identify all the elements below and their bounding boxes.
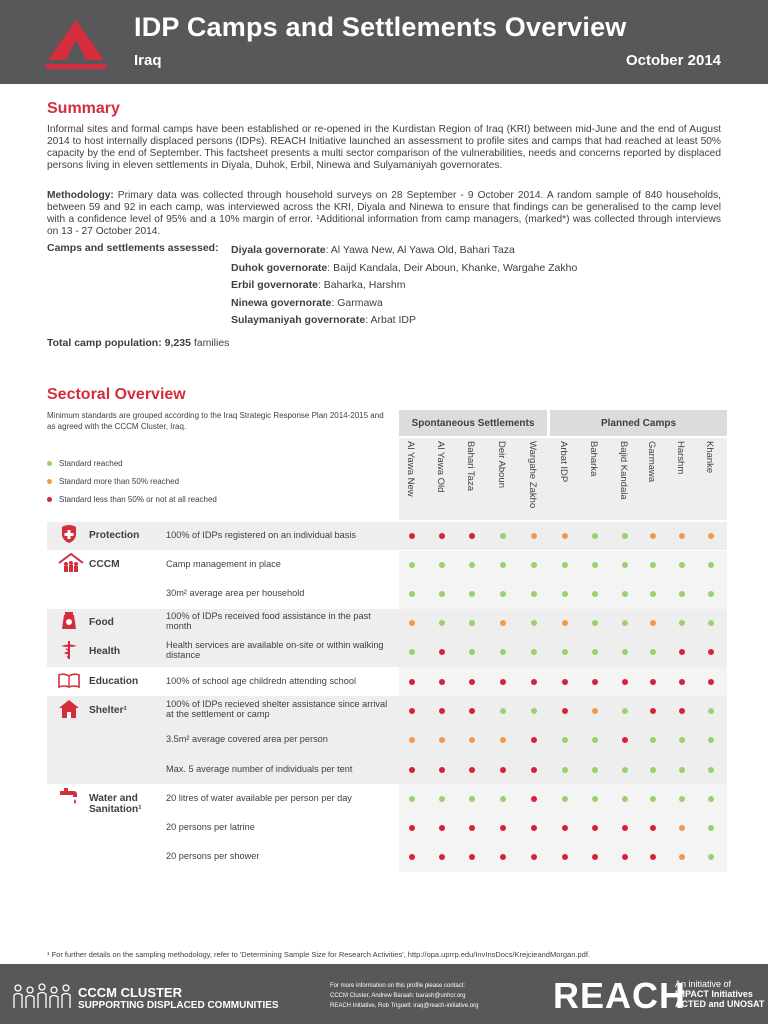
cccm-people-icon xyxy=(12,982,74,1010)
legend-item-reached xyxy=(47,454,217,472)
status-dot-partial xyxy=(650,620,656,626)
total-label: Total camp population: xyxy=(47,337,162,349)
column-header-label: Baharka xyxy=(588,441,599,477)
status-dot-partial xyxy=(650,533,656,539)
status-dot-reached xyxy=(562,796,568,802)
status-dot-reached xyxy=(439,796,445,802)
governorate-sites: : Al Yawa New, Al Yawa Old, Bahari Taza xyxy=(325,244,515,256)
camps-label: Camps and settlements assessed: xyxy=(47,242,219,254)
column-header xyxy=(457,441,487,517)
status-dot-not-reached xyxy=(679,679,685,685)
status-dot-not-reached xyxy=(500,767,506,773)
green-dot-icon xyxy=(47,461,52,466)
column-header xyxy=(638,441,668,517)
tagline-line: An initiative of xyxy=(675,979,732,989)
status-dot-not-reached xyxy=(439,854,445,860)
status-dot-not-reached xyxy=(531,825,537,831)
status-dot-not-reached xyxy=(409,767,415,773)
column-header xyxy=(519,441,549,517)
legend-label: Standard less than 50% or not at all reached xyxy=(59,494,217,504)
total-camp-population xyxy=(47,337,229,349)
status-dot-not-reached xyxy=(622,854,628,860)
status-dot-not-reached xyxy=(531,679,537,685)
status-dot-not-reached xyxy=(531,854,537,860)
camp-governorate-line xyxy=(231,312,577,330)
page-title: IDP Camps and Settlements Overview xyxy=(134,12,627,42)
status-dot-partial xyxy=(562,533,568,539)
column-header xyxy=(667,441,697,517)
indicator-label: 100% of IDPs registered on an individual basis xyxy=(166,530,356,540)
status-dot-reached xyxy=(469,649,475,655)
governorate-name: Erbil governorate xyxy=(231,279,318,291)
column-header-label: Deir Aboun xyxy=(496,441,507,489)
methodology-body: Primary data was collected through household surveys on 28 September - 9 October 2014. A random sample of 840 households, between 59 and 92 in each camp, was interviewed across the KRI, Diyala and Ninewa to ensure that findings can be generalised to the camp level with a confidence level of 95% and a 10% margin of error. ¹Additional information from camp managers, (marked*) was collected through interviews on 13 - 27 October 2014. xyxy=(47,190,721,237)
status-dot-reached xyxy=(679,767,685,773)
column-header xyxy=(696,441,726,517)
indicator-label: 20 litres of water available per person per day xyxy=(166,793,352,803)
status-dot-reached xyxy=(469,562,475,568)
column-header xyxy=(550,441,580,517)
column-header-label: Bajid Kandala xyxy=(618,441,629,500)
status-dot-reached xyxy=(500,533,506,539)
health-icon xyxy=(58,640,80,660)
status-dot-not-reached xyxy=(469,708,475,714)
legend-label: Standard reached xyxy=(59,458,123,468)
legend-item-partial xyxy=(47,472,217,490)
sectoral-heading: Sectoral Overview xyxy=(47,386,186,403)
protection-icon xyxy=(58,524,80,544)
status-dot-partial xyxy=(500,620,506,626)
page-header xyxy=(0,0,768,84)
status-dot-partial xyxy=(708,533,714,539)
status-dot-reached xyxy=(708,854,714,860)
sector-name: Protection xyxy=(89,530,140,541)
status-dot-not-reached xyxy=(622,737,628,743)
education-icon xyxy=(58,670,80,690)
status-dot-reached xyxy=(439,562,445,568)
sector-value-band xyxy=(399,551,727,609)
status-dot-not-reached xyxy=(469,679,475,685)
status-dot-not-reached xyxy=(531,737,537,743)
status-dot-reached xyxy=(409,649,415,655)
status-dot-partial xyxy=(679,854,685,860)
status-dot-not-reached xyxy=(708,679,714,685)
status-dot-reached xyxy=(409,562,415,568)
status-dot-not-reached xyxy=(650,854,656,860)
status-dot-reached xyxy=(531,620,537,626)
status-dot-reached xyxy=(622,767,628,773)
status-dot-reached xyxy=(708,620,714,626)
status-dot-not-reached xyxy=(409,825,415,831)
indicator-label: 100% of school age childredn attending school xyxy=(166,676,357,686)
status-dot-reached xyxy=(592,767,598,773)
status-dot-reached xyxy=(708,737,714,743)
methodology-label: Methodology: xyxy=(47,190,114,201)
reach-tagline xyxy=(675,979,764,1009)
governorate-sites: : Garmawa xyxy=(331,296,383,309)
status-dot-not-reached xyxy=(439,767,445,773)
status-dot-not-reached xyxy=(622,679,628,685)
camps-list xyxy=(231,242,577,330)
status-dot-reached xyxy=(650,562,656,568)
status-dot-not-reached xyxy=(439,708,445,714)
column-header xyxy=(610,441,640,517)
status-dot-partial xyxy=(500,737,506,743)
status-dot-partial xyxy=(679,533,685,539)
indicator-label: Max. 5 average number of individuals per tent xyxy=(166,764,353,774)
status-dot-reached xyxy=(622,796,628,802)
status-dot-reached xyxy=(469,591,475,597)
status-dot-not-reached xyxy=(439,649,445,655)
legend-item-not-reached xyxy=(47,490,217,508)
status-dot-partial xyxy=(409,737,415,743)
status-dot-reached xyxy=(622,708,628,714)
status-dot-not-reached xyxy=(592,679,598,685)
status-dot-reached xyxy=(650,796,656,802)
cccm-cluster-title: CCCM CLUSTER xyxy=(78,985,182,1000)
total-unit: families xyxy=(190,337,230,349)
contact-line: For more information on this profile please contact: xyxy=(330,983,466,989)
column-header-label: Arbat IDP xyxy=(558,441,569,483)
status-dot-partial xyxy=(439,737,445,743)
status-dot-reached xyxy=(650,591,656,597)
status-dot-not-reached xyxy=(531,796,537,802)
indicator-label: 3.5m² average covered area per person xyxy=(166,734,328,744)
indicator-label: 20 persons per latrine xyxy=(166,822,255,832)
shelter-icon xyxy=(58,699,80,719)
status-dot-reached xyxy=(562,737,568,743)
status-dot-not-reached xyxy=(592,825,598,831)
tagline-line: ACTED and UNOSAT xyxy=(675,999,765,1009)
status-dot-partial xyxy=(409,620,415,626)
indicator-label: 30m² average area per household xyxy=(166,588,305,598)
status-dot-reached xyxy=(708,591,714,597)
status-dot-reached xyxy=(622,649,628,655)
reach-logo: REACH xyxy=(553,975,687,1016)
legend-label: Standard more than 50% reached xyxy=(59,476,180,486)
status-dot-reached xyxy=(592,562,598,568)
camp-governorate-line xyxy=(231,277,577,295)
status-dot-reached xyxy=(531,562,537,568)
status-dot-not-reached xyxy=(469,533,475,539)
status-dot-reached xyxy=(439,620,445,626)
status-dot-reached xyxy=(562,767,568,773)
status-dot-reached xyxy=(708,825,714,831)
reach-tent-logo-icon xyxy=(44,18,108,72)
status-dot-not-reached xyxy=(469,854,475,860)
status-dot-reached xyxy=(469,796,475,802)
legend xyxy=(47,454,217,508)
total-value: 9,235 xyxy=(164,337,191,349)
status-dot-reached xyxy=(469,620,475,626)
status-dot-reached xyxy=(592,533,598,539)
status-dot-partial xyxy=(592,708,598,714)
contact-info xyxy=(330,981,478,1011)
status-dot-reached xyxy=(562,649,568,655)
column-header xyxy=(427,441,457,517)
sector-name: Shelter¹ xyxy=(89,705,127,716)
status-dot-reached xyxy=(592,649,598,655)
governorate-sites: : Baharka, Harshm xyxy=(317,279,406,291)
status-dot-reached xyxy=(650,767,656,773)
status-dot-reached xyxy=(439,591,445,597)
status-dot-reached xyxy=(500,708,506,714)
column-header-label: Wargahe Zakho xyxy=(527,441,538,509)
sector-name: Water and Sanitation¹ xyxy=(89,793,142,815)
status-dot-not-reached xyxy=(562,854,568,860)
sector-name: Health xyxy=(89,646,121,657)
status-dot-not-reached xyxy=(500,825,506,831)
governorate-sites: : Arbat IDP xyxy=(365,314,416,326)
status-dot-reached xyxy=(500,649,506,655)
status-dot-reached xyxy=(679,737,685,743)
cccm-icon xyxy=(58,553,80,573)
status-dot-partial xyxy=(469,737,475,743)
governorate-name: Duhok governorate xyxy=(231,261,328,274)
status-dot-reached xyxy=(500,591,506,597)
status-dot-not-reached xyxy=(469,825,475,831)
status-dot-not-reached xyxy=(650,679,656,685)
status-dot-not-reached xyxy=(679,708,685,714)
report-date: October 2014 xyxy=(625,52,721,69)
status-dot-not-reached xyxy=(409,679,415,685)
column-header-label: Garmawa xyxy=(646,441,657,483)
food-icon xyxy=(58,611,80,631)
red-dot-icon xyxy=(47,497,52,502)
status-dot-partial xyxy=(531,533,537,539)
sector-name: Education xyxy=(89,676,139,687)
status-dot-reached xyxy=(679,562,685,568)
column-header-label: Bahari Taza xyxy=(465,441,476,491)
indicator-label: Camp management in place xyxy=(166,559,281,569)
status-dot-not-reached xyxy=(708,649,714,655)
status-dot-not-reached xyxy=(562,825,568,831)
status-dot-reached xyxy=(592,591,598,597)
column-header-label: Harshm xyxy=(675,441,686,475)
status-dot-reached xyxy=(531,649,537,655)
status-dot-not-reached xyxy=(500,854,506,860)
status-dot-not-reached xyxy=(562,708,568,714)
status-dot-reached xyxy=(708,767,714,773)
contact-line: REACH Initiative, Rob Triguell: iraq@reach-initiative.org xyxy=(330,1003,479,1009)
group-header-planned: Planned Camps xyxy=(550,410,727,436)
column-header xyxy=(488,441,518,517)
status-dot-not-reached xyxy=(409,533,415,539)
camp-governorate-line xyxy=(231,242,577,260)
status-dot-not-reached xyxy=(409,708,415,714)
status-dot-not-reached xyxy=(469,767,475,773)
summary-heading: Summary xyxy=(47,100,120,117)
summary-text: Informal sites and formal camps have been established or re-opened in the Kurdistan Region of Iraq (KRI) between mid-June and the end of August 2014 to host internally displaced persons (IDPs). REACH Initiative launched an assessment to profile sites and camps that had reached at least 50% capacity by the end of September. This factsheet presents a multi sector comparison of the vulnerabilities, needs and concerns reported by displaced persons living in eleven settlements in Diyala, Duhok, Erbil, Ninewa and Sulyamaniyah governorates. xyxy=(47,124,721,171)
sector-name: Food xyxy=(89,617,114,628)
tagline-line: IMPACT Initiatives xyxy=(675,989,753,999)
status-dot-reached xyxy=(622,562,628,568)
status-dot-not-reached xyxy=(439,679,445,685)
column-header-label: Khanke xyxy=(704,441,715,474)
status-dot-reached xyxy=(562,562,568,568)
status-dot-partial xyxy=(679,825,685,831)
status-dot-not-reached xyxy=(562,679,568,685)
status-dot-reached xyxy=(679,796,685,802)
status-dot-reached xyxy=(409,591,415,597)
governorate-name: Sulaymaniyah governorate xyxy=(231,314,366,326)
status-dot-reached xyxy=(708,562,714,568)
status-dot-reached xyxy=(622,620,628,626)
page-subtitle: Iraq xyxy=(134,52,162,69)
status-dot-not-reached xyxy=(650,708,656,714)
methodology-text xyxy=(47,190,721,238)
status-dot-not-reached xyxy=(622,825,628,831)
governorate-name: Diyala governorate xyxy=(231,244,326,256)
group-header-spontaneous: Spontaneous Settlements xyxy=(399,410,547,436)
status-dot-not-reached xyxy=(650,825,656,831)
status-dot-reached xyxy=(679,620,685,626)
governorate-sites: : Baijd Kandala, Deir Aboun, Khanke, Wargahe Zakho xyxy=(327,261,578,274)
status-dot-not-reached xyxy=(679,649,685,655)
indicator-label: Health services are available on-site or within walking distance xyxy=(166,640,384,660)
column-header-label: Al Yawa New xyxy=(405,441,416,497)
footnote: ¹ For further details on the sampling methodology, refer to 'Determining Sample Size for Research Activities', http://opa.uprrp.edu/InvInsDocs/KrejcieandMorgan.pdf. xyxy=(47,950,590,959)
standards-note: Minimum standards are grouped according to the Iraq Strategic Response Plan 2014-2015 and as agreed with the CCCM Cluster, Iraq. xyxy=(47,411,384,431)
status-dot-reached xyxy=(650,649,656,655)
status-dot-reached xyxy=(622,533,628,539)
indicator-label: 100% of IDPs recieved shelter assistance since arrival at the settlement or camp xyxy=(166,699,388,719)
status-dot-reached xyxy=(500,562,506,568)
status-dot-not-reached xyxy=(531,767,537,773)
cccm-cluster-subtitle: SUPPORTING DISPLACED COMMUNITIES xyxy=(78,1000,279,1011)
status-dot-partial xyxy=(562,620,568,626)
camp-governorate-line xyxy=(231,295,577,313)
status-dot-reached xyxy=(500,796,506,802)
status-dot-reached xyxy=(562,591,568,597)
status-dot-reached xyxy=(679,591,685,597)
contact-line: CCCM Cluster, Andrew Baraah: barash@unhcr.org xyxy=(330,993,466,999)
status-dot-reached xyxy=(592,796,598,802)
status-dot-reached xyxy=(592,620,598,626)
column-header-label: Al Yawa Old xyxy=(435,441,446,493)
status-dot-reached xyxy=(708,796,714,802)
status-dot-not-reached xyxy=(592,854,598,860)
indicator-label: 20 persons per shower xyxy=(166,851,260,861)
status-dot-reached xyxy=(592,737,598,743)
water-tap-icon xyxy=(58,787,80,807)
column-header xyxy=(397,441,427,517)
indicator-label: 100% of IDPs received food assistance in the past month xyxy=(166,611,371,631)
orange-dot-icon xyxy=(47,479,52,484)
column-header xyxy=(580,441,610,517)
status-dot-reached xyxy=(622,591,628,597)
status-dot-reached xyxy=(708,708,714,714)
status-dot-reached xyxy=(531,708,537,714)
sector-name: CCCM xyxy=(89,559,120,570)
status-dot-not-reached xyxy=(500,679,506,685)
status-dot-reached xyxy=(650,737,656,743)
status-dot-reached xyxy=(531,591,537,597)
camp-governorate-line xyxy=(231,260,577,278)
status-dot-not-reached xyxy=(409,854,415,860)
status-dot-reached xyxy=(409,796,415,802)
status-dot-not-reached xyxy=(439,533,445,539)
governorate-name: Ninewa governorate xyxy=(231,296,332,309)
status-dot-not-reached xyxy=(439,825,445,831)
